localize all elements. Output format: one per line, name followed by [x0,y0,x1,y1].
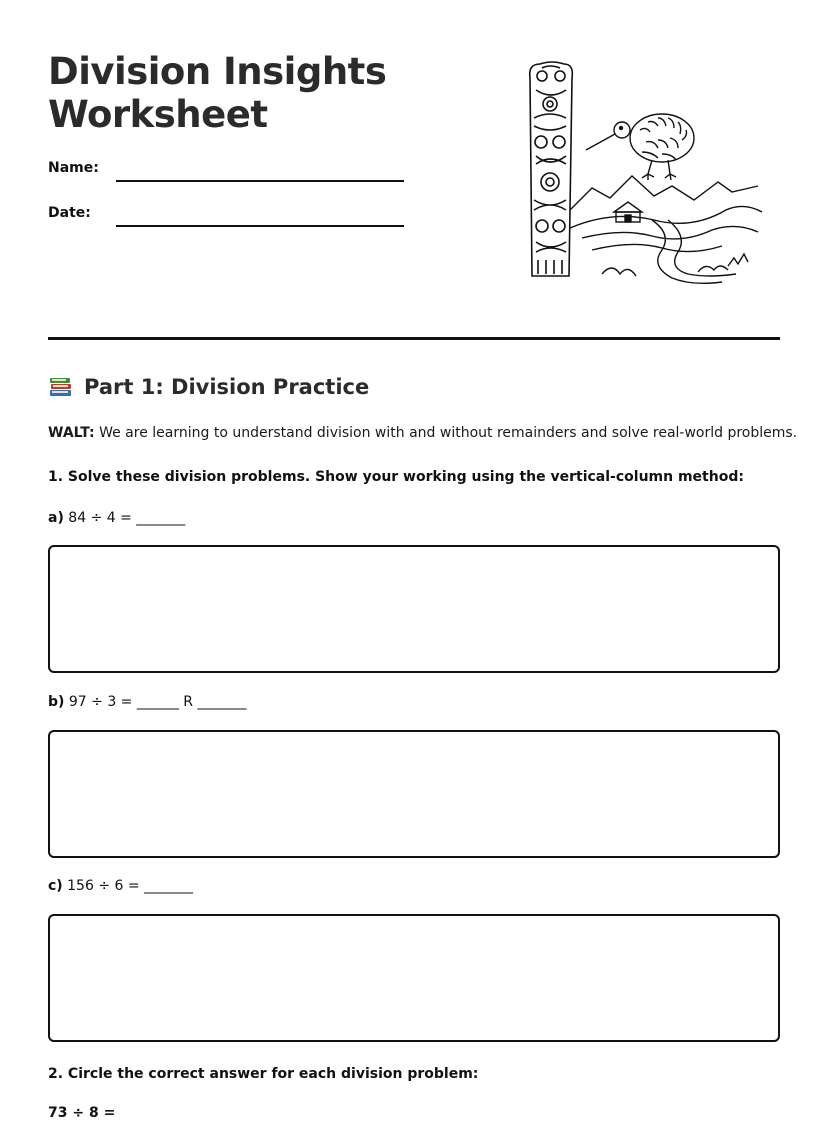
hills-river-icon [570,176,762,283]
date-field[interactable] [116,225,404,227]
title-line-1: Division Insights [48,50,387,93]
name-label: Name: [48,160,99,176]
problem-text: 156 ÷ 6 = _______ [62,878,194,894]
walt-text: We are learning to understand division with and without remainders and solve real-world problems. [94,425,798,441]
carved-pou-icon [530,62,573,276]
section-divider [48,337,780,340]
problem-b [48,694,246,710]
name-field[interactable] [116,180,404,182]
problem-text: 84 ÷ 4 = _______ [63,510,186,526]
working-box-b[interactable] [48,730,780,858]
problem-letter: c) [48,878,63,894]
kiwi-landscape-illustration [522,60,772,295]
question-2: 2. Circle the correct answer for each division problem: [48,1066,479,1082]
title-line-2: Worksheet [48,93,268,136]
walt-statement [48,425,797,441]
working-box-c[interactable] [48,914,780,1042]
question-2-problem-1: 73 ÷ 8 = [48,1105,116,1121]
worksheet-title [48,50,386,136]
date-label: Date: [48,205,91,221]
problem-c [48,878,193,894]
problem-letter: a) [48,510,64,526]
whare-icon [614,202,642,222]
kiwi-bird-icon [586,114,694,180]
question-1: 1. Solve these division problems. Show your working using the vertical-column method: [48,469,744,485]
problem-letter: b) [48,694,65,710]
problem-text: 97 ÷ 3 = ______ R _______ [64,694,247,710]
part1-heading [48,374,369,400]
working-box-a[interactable] [48,545,780,673]
part1-heading-text: Part 1: Division Practice [84,375,370,399]
problem-a [48,510,185,526]
walt-label: WALT: [48,425,95,441]
book-stack-icon [48,374,74,400]
